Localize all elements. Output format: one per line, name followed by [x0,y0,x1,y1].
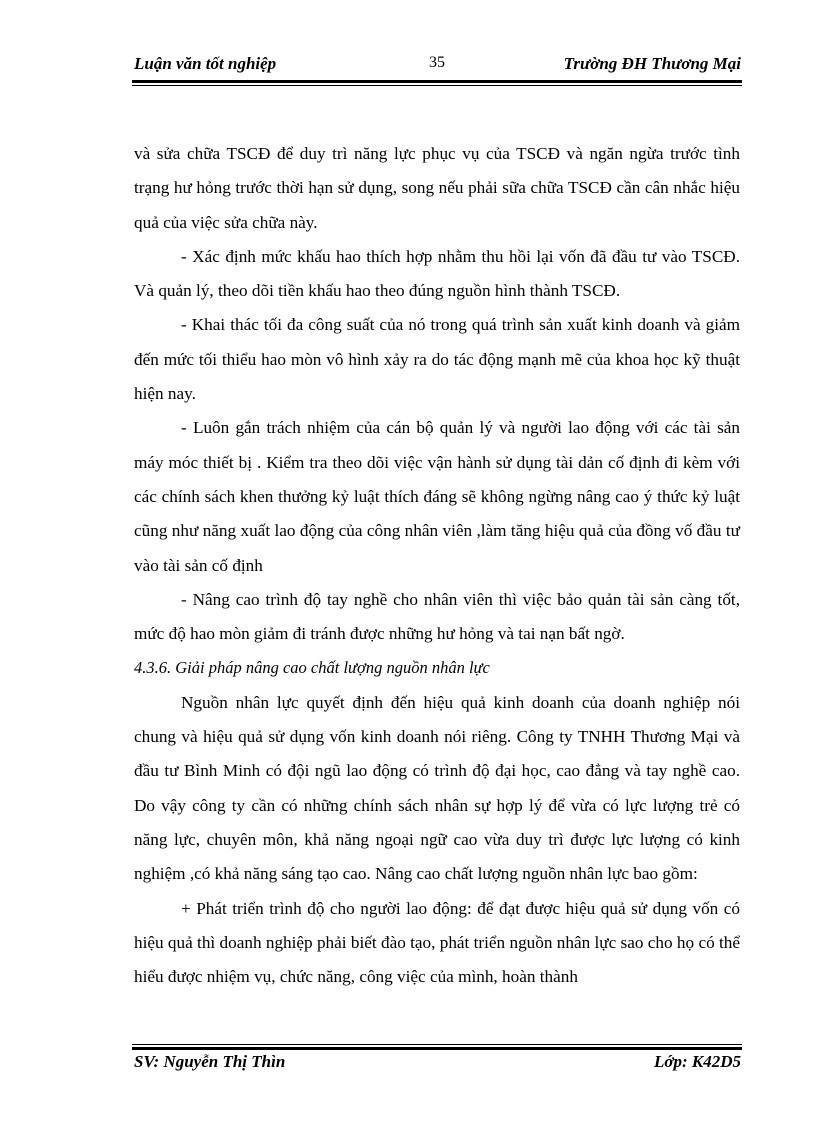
section-heading: 4.3.6. Giải pháp nâng cao chất lượng nguồn nhân lực [134,658,490,678]
footer-class: Lớp: K42D5 [653,1052,741,1071]
paragraph: + Phát triển trình độ cho người lao động: để đạt được hiệu quả sử dụng vốn có hiệu quả thì doanh nghiệp phải biết đào tạo, phát triển nguồn nhân lực sao cho họ có thể hiểu được nhiệm vụ, chức năng, công việc của mình, hoàn thành [134,898,740,987]
paragraph: - Khai thác tối đa công suất của nó trong quá trình sản xuất kinh doanh và giảm đến mức tối thiểu hao mòn vô hình xảy ra do tác động mạnh mẽ của khoa học kỹ thuật hiện nay. [134,315,740,404]
page-footer [134,1052,741,1074]
paragraph: - Xác định mức khấu hao thích hợp nhằm thu hồi lại vốn đã đầu tư vào TSCĐ. Và quản lý, theo dõi tiền khấu hao theo đúng nguồn hình thành TSCĐ. [134,246,740,301]
page-number: 35 [429,54,445,71]
footer-rule-thin [132,1044,742,1045]
footer-student-name: SV: Nguyễn Thị Thìn [134,1052,286,1071]
paragraph: và sửa chữa TSCĐ để duy trì năng lực phục vụ của TSCĐ và ngăn ngừa trước tình trạng hư hỏng trước thời hạn sử dụng, song nếu phải sữa chữa TSCĐ cần cân nhắc hiệu quả của việc sửa chữa này. [134,144,740,232]
paragraph: Nguồn nhân lực quyết định đến hiệu quả kinh doanh của doanh nghiệp nói chung và hiệu quả sử dụng vốn kinh doanh nói riêng. Công ty TNHH Thương Mại và đầu tư Bình Minh có đội ngũ lao động có trình độ đại học, cao đẳng và tay nghề cao. Do vậy công ty cần có những chính sách nhân sự hợp lý để vừa có lực lượng trẻ có năng lực, chuyên môn, khả năng ngoại ngữ cao vừa duy trì được lực lượng có kinh nghiệm ,có khả năng sáng tạo cao. Nâng cao chất lượng nguồn nhân lực bao gồm: [134,692,740,884]
paragraph: - Luôn gắn trách nhiệm của cán bộ quản lý và người lao động với các tài sản máy móc thiết bị . Kiểm tra theo dõi việc vận hành sử dụng tài dản cố định đi kèm với các chính sách khen thưởng kỷ luật thích đáng sẽ không ngừng nâng cao ý thức kỷ luật cũng như năng xuất lao động của công nhân viên ,làm tăng hiệu quả của đồng vố đầu tư vào tài sản cố định [134,418,740,575]
header-thesis-title: Luận văn tốt nghiệp [134,54,277,73]
paragraph: - Nâng cao trình độ tay nghề cho nhân viên thì việc bảo quản tài sản càng tốt, mức độ hao mòn giảm đi tránh được những hư hỏng và tai nạn bất ngờ. [134,589,740,644]
footer-rule-thick [132,1047,742,1050]
header-rule-thick [132,80,742,83]
page-header [134,54,741,76]
body-text [134,137,740,994]
header-university: Trường ĐH Thương Mại [563,54,741,73]
header-rule-thin [132,85,742,86]
